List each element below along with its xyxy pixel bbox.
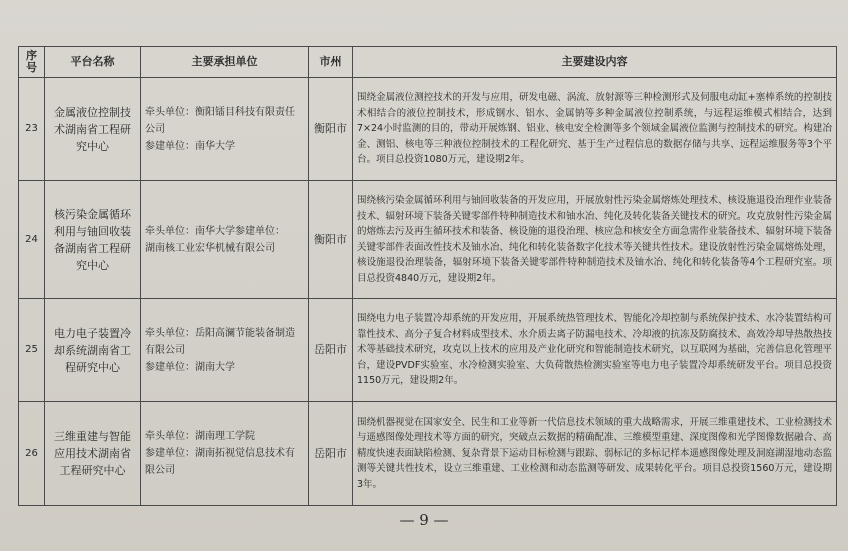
- project-table: [18, 46, 837, 506]
- lead-unit: 牵头单位：岳阳高澜节能装备制造有限公司: [145, 327, 295, 356]
- row-units: [141, 78, 309, 181]
- row-content: 围绕金属液位测控技术的开发与应用，研发电磁、涡流、放射源等三种检测形式及伺服电动缸+塞棒系统的控制技术相结合的液位控制技术，形成钢水、铝水、金属钠等多种金属液位控制系统，与远程运维模式相结合，达到7×24小时监测的目的，带动开展炼钢、铝业、核电安全检测等多个领域金属液位监测与控制技术的研究。构建冶金、测铝、核电等三种液位控制技术的工程化研究、基于生产过程信息的数据存储与共享、远程运维服务等3个平台。项目总投资1080万元，建设期2年。: [353, 78, 837, 181]
- lead-unit: 牵头单位：衡阳镭目科技有限责任公司: [145, 106, 295, 135]
- table-row: [19, 299, 837, 402]
- row-city: 衡阳市: [309, 181, 353, 299]
- row-city: 岳阳市: [309, 402, 353, 506]
- row-platform: 核污染金属循环利用与铀回收装备湖南省工程研究中心: [45, 181, 141, 299]
- row-city: 衡阳市: [309, 78, 353, 181]
- row-seq: 26: [19, 402, 45, 506]
- row-platform: 三维重建与智能应用技术湖南省工程研究中心: [45, 402, 141, 506]
- header-content: 主要建设内容: [353, 47, 837, 78]
- header-unit: 主要承担单位: [141, 47, 309, 78]
- header-platform: 平台名称: [45, 47, 141, 78]
- row-content: 围绕核污染金属循环利用与铀回收装备的开发应用，开展放射性污染金属熔炼处理技术、核设施退役治理作业装备技术、辐射环境下装备关键零部件特种制造技术和铀水冶、纯化及转化装备关键技术的研究。攻克放射性污染金属的熔炼去污及再生循环技术和装备、核设施的退役治理、核应急和核安全方面急需作业装备技术、辐射环境下装备关键零部件表面改性技术及铀水冶、纯化和转化装备数字化技术等关键共性技术。建设放射性污染金属熔炼处理，核设施退役治理装备，辐射环境下装备关键零部件特种制造技术及铀水冶、纯化和转化装备等4个工程研究室。项目总投资4840万元，建设期2年。: [353, 181, 837, 299]
- row-platform: 电力电子装置冷却系统湖南省工程研究中心: [45, 299, 141, 402]
- row-seq: 23: [19, 78, 45, 181]
- row-platform: 金属液位控制技术湖南省工程研究中心: [45, 78, 141, 181]
- row-seq: 24: [19, 181, 45, 299]
- header-seq: 序号: [19, 47, 45, 78]
- participating-unit: 参建单位：湖南拓视觉信息技术有限公司: [145, 448, 295, 476]
- participating-unit: 参建单位：湖南大学: [145, 361, 235, 373]
- row-content: 围绕机器视觉在国家安全、民生和工业等新一代信息技术领域的重大战略需求，开展三维重建技术、工业检测技术与遥感图像处理技术等方面的研究，突破点云数据的精确配准、三维模型重建、深度图像和光学图像数据融合、高精度快速表面缺陷检测、复杂背景下运动目标检测与跟踪、弱标记的多标记样本遥感图像处理及洞庭湖湿地动态监测等关键共性技术，设立三维重建、工业检测和动态监测等研发、成果转化平台。项目总投资1560万元，建设期3年。: [353, 402, 837, 506]
- row-units: [141, 402, 309, 506]
- participating-unit: 湖南核工业宏华机械有限公司: [145, 242, 275, 254]
- table-row: [19, 181, 837, 299]
- row-units: [141, 299, 309, 402]
- row-city: 岳阳市: [309, 299, 353, 402]
- page-number: — 9 —: [399, 511, 449, 529]
- lead-unit: 牵头单位：南华大学参建单位：: [145, 225, 285, 237]
- lead-unit: 牵头单位：湖南理工学院: [145, 431, 255, 442]
- row-content: 围绕电力电子装置冷却系统的开发应用，开展系统热管理技术、智能化冷却控制与系统保护技术、水冷装置结构可靠性技术、高分子复合材料成型技术、水介质去离子防漏电技术、冷却液的抗冻及防腐技术、高效冷却导热散热技术等基础技术研究，攻克以上技术的应用及产业化研究和智能制造技术研究，以互联网为基础，完善信息化管理平台，建设PVDF实验室、水冷检测实验室、大负荷散热检测实验室等电力电子装置冷却系统研发平台。项目总投资1150万元，建设期2年。: [353, 299, 837, 402]
- header-city: 市州: [309, 47, 353, 78]
- row-units: [141, 181, 309, 299]
- table-row: [19, 402, 837, 506]
- table-header-row: [19, 47, 837, 78]
- row-seq: 25: [19, 299, 45, 402]
- table-row: [19, 78, 837, 181]
- participating-unit: 参建单位：南华大学: [145, 140, 235, 152]
